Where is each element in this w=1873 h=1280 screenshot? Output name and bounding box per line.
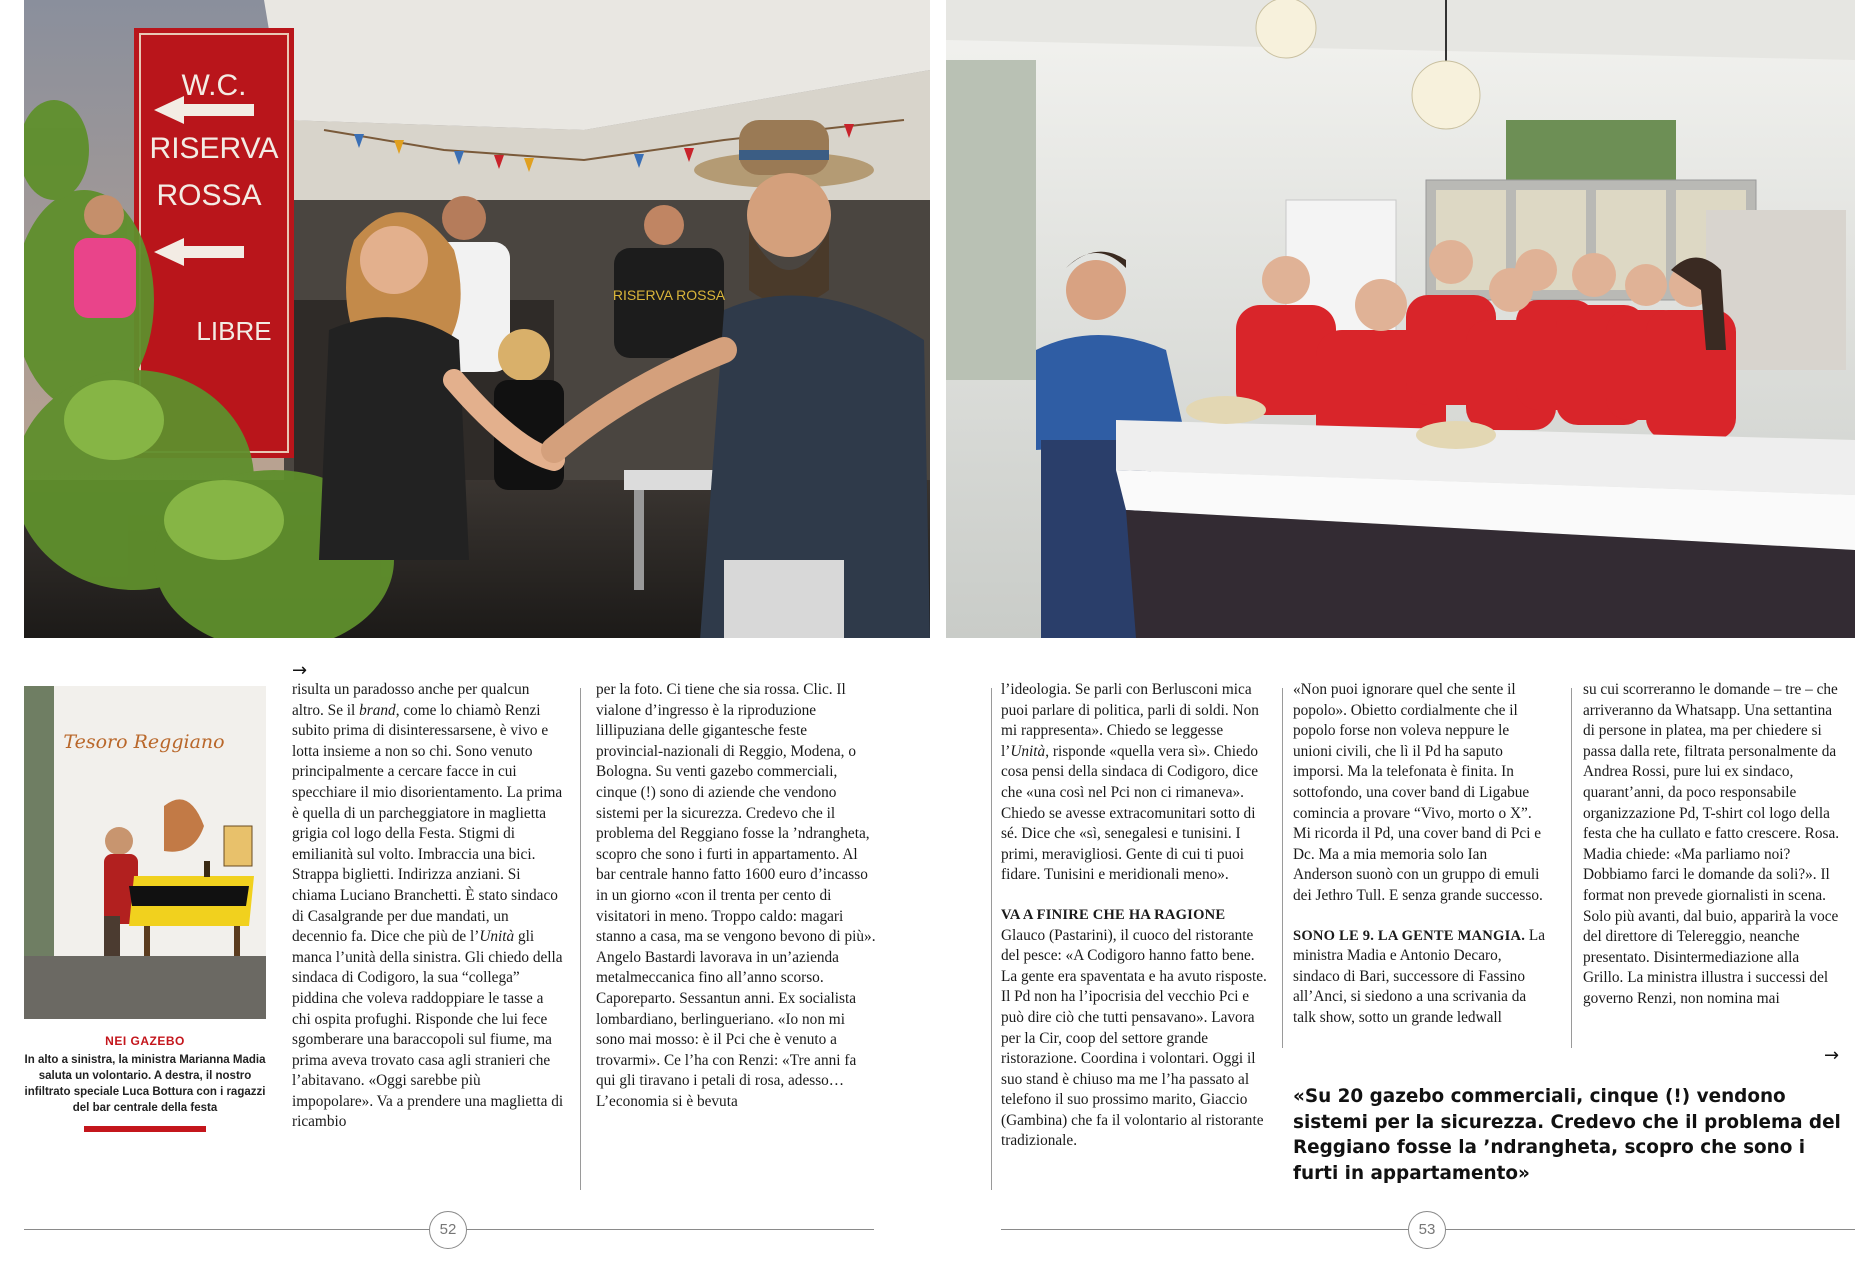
article-column-2 xyxy=(596,680,876,1112)
column-1-text: risulta un paradosso anche per qualcun altro. Se il brand, come lo chiamò Renzi subito prima di disinteressarsene, è vivo e lotta insieme a non so chi. Sono venuto principalmente a cercare facce in cui specchiare il mio disorientamento. La prima è quella di un parcheggiatore in maglietta grigia col logo della Festa. Stigmi di emilianità sul volto. Imbraccia una bici. Strappa biglietti. Indirizza anziani. Si chiama Luciano Branchetti. È stato sindaco di Casalgrande per due mandati, un decennio fa. Dice che più de l’Unità gli manca l’unità della sinistra. Gli chiedo della sindaca di Codigoro, la sua “collega” piddina che voleva raddoppiare le tasse a chi ospita profughi. Risponde che lui fece sgomberare una baraccopoli sul fiume, ma prima aveva trovato casa agli stranieri che l’abitavano. «Oggi sarebbe più impopolare». Va a prendere una maglietta di ricambio xyxy=(292,681,564,1131)
column-4-text: «Non puoi ignorare quel che sente il popolo». Obietto cordialmente che il popolo forse non voleva neppure le unioni civili, che lì il Pd ha saputo imporsi. Ma la telefonata è finita. In sottofondo, una cover band di Ligabue comincia a provare “Vivo, morto o X”. Mi ricorda il Pd, una cover band di Pci e Dc. Ma a mia memoria solo Ian Anderson suonò con un gruppo di emuli dei Jethro Tull. E senza grande successo. xyxy=(1293,681,1543,904)
pull-quote: «Su 20 gazebo commerciali, cinque (!) vendono sistemi per la sicurezza. Credevo che il problema del Reggiano fosse la ’ndrangheta, scopro che sono i furti in appartamento» xyxy=(1293,1086,1841,1184)
column-3-text: l’ideologia. Se parli con Berlusconi mica puoi parlare di politica, parli di soldi. Non mi rappresenta». Chiedo se leggesse l’Unità, risponde «quella vera sì». Chiedo cosa pensi della sindaca di Codigoro, dice che «una così nel Pci non ci rimaneva». Chiedo se avesse extracomunitari sotto di sé. Dice che «sì, senegalesi e tunisini. I primi, meravigliosi. Gente di cui ti puoi fidare. Tunisini e meridionali meno». xyxy=(1001,681,1259,884)
photo-central-bar-group xyxy=(946,0,1855,638)
handshake-scene xyxy=(24,0,930,638)
sign-libre: LIBRE xyxy=(196,316,272,346)
sign-wc: W.C. xyxy=(181,69,247,102)
caption-text: In alto a sinistra, la ministra Marianna Madia saluta un volontario. A destra, il nostro infiltrato speciale Luca Bottura con i ragazzi del bar centrale della festa xyxy=(24,1054,266,1114)
tesoro-reggiano-scene xyxy=(24,686,266,1019)
column-divider xyxy=(991,688,992,1190)
article-column-3 xyxy=(1001,680,1271,1152)
photo-tesoro-reggiano xyxy=(24,686,266,1019)
column-3-text-cont: Glauco (Pastarini), il cuoco del ristorante del pesce: «A Codigoro hanno fatto bene. La gente era spaventata e ha avuto risposte. Il Pd non ha l’ipocrisia del vecchio Pci e può dire ciò che tutti pensavano». Lavora per la Cir, coop del settore grande ristorazione. Coordina i volontari. Oggi il suo stand è chiuso ma me l’ha passato al telefono il suo prossimo marito, Giaccio (Gambina) che fa il volontario al ristorante tradizionale. xyxy=(1001,926,1267,1150)
column-2-text: per la foto. Ci tiene che sia rossa. Clic. Il vialone d’ingresso è la riproduzione lillipuziana delle gigantesche feste provincial-nazionali di Reggio, Modena, o Bologna. Su venti gazebo commerciali, cinque (!) sono di aziende che vendono sistemi per la sicurezza. Credevo che il problema del Reggiano fosse la ’ndrangheta, scopro che sono i furti in appartamento. Al bar centrale hanno fatto 1600 euro d’incasso in un giorno «con il trenta per cento di visitatori in meno. Troppo caldo: magari stanno a casa, ma se vengono bevono di più». Angelo Bastardi lavorava in un’azienda metalmeccanica fino all’anno scorso. Caporeparto. Sessantun anni. Ex socialista lombardiano, berlingueriano. «Io non mi sono mai mosso: è il Pci che è venuto a trovarmi». Ce l’ha con Renzi: «Tre anni fa qui gli tiravano i petali di rosa, adesso… L’economia si è bevuta xyxy=(596,681,876,1110)
page-number-left: 52 xyxy=(429,1211,467,1249)
column-divider xyxy=(580,688,581,1190)
column-divider xyxy=(1282,688,1283,1048)
column-divider xyxy=(1571,688,1572,1048)
sign-riserva: RISERVA xyxy=(149,132,279,165)
wall-text: Tesoro Reggiano xyxy=(63,731,225,753)
continue-arrow-icon: → xyxy=(292,660,308,681)
bar-group-scene xyxy=(946,0,1855,638)
caption-rule xyxy=(84,1126,206,1132)
column-5-text: su cui scorreranno le domande – tre – che arriveranno da Whatsapp. Una settantina di persone in platea, ma per chiedere si passa dalla rete, filtrata personalmente da Andrea Rossi, pure lui ex sindaco, quarant’anni, da poco responsabile organizzazione Pd, T-shirt col logo della festa che ha cullato e fatto crescere. Rosa. Madia chiede: «Ma parliamo noi? Dobbiamo farci le domande da soli?». Il format non prevede giornalisti in scena. Solo più avanti, dal buio, apparirà la voce del direttore di Telereggio, neanche presentato. Disintermediazione alla Grillo. La ministra illustra i successi del governo Renzi, non nomina mai xyxy=(1583,681,1840,1007)
subhead-va-a-finire: VA A FINIRE CHE HA RAGIONE xyxy=(1001,906,1226,923)
article-column-5 xyxy=(1583,680,1841,1010)
column-4-text-cont: SONO LE 9. LA GENTE MANGIA. La ministra Madia e Antonio Decaro, sindaco di Bari, successore di Fassino all’Anci, si siedono a una scrivania da talk show, sotto un grande ledwall xyxy=(1293,926,1546,1026)
photo-festival-handshake xyxy=(24,0,930,638)
caption-heading: NEI GAZEBO xyxy=(105,1034,185,1048)
continue-arrow-icon: → xyxy=(1824,1045,1840,1066)
article-column-4 xyxy=(1293,680,1549,1029)
photo-caption xyxy=(24,1034,266,1132)
shirt-text: RISERVA ROSSA xyxy=(612,287,726,303)
sign-rossa: ROSSA xyxy=(156,179,262,212)
page-number-right: 53 xyxy=(1408,1211,1446,1249)
article-column-1 xyxy=(292,680,564,1133)
